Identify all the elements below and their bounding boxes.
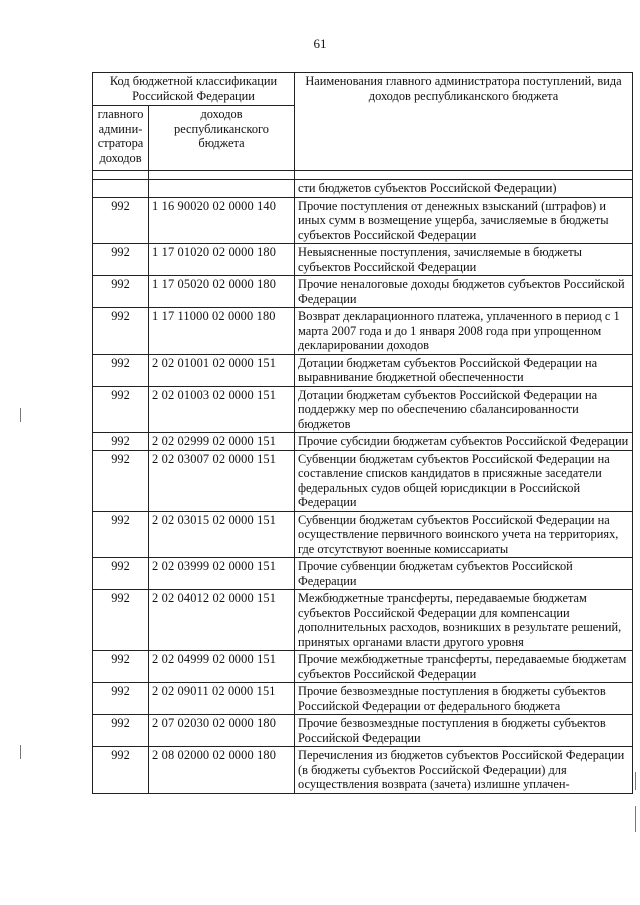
income-code-cell: 1 17 01020 02 0000 180 (149, 244, 295, 276)
admin-code-cell: 992 (93, 511, 149, 558)
table-row (93, 433, 633, 451)
admin-code-cell: 992 (93, 386, 149, 433)
table-row (93, 590, 633, 651)
spacer-cell (295, 171, 633, 180)
income-name-cell: Прочие безвозмездные поступления в бюджеты субъектов Российской Федерации от федерального бюджета (295, 683, 633, 715)
table-row (93, 511, 633, 558)
income-name-cell: Дотации бюджетам субъектов Российской Федерации на поддержку мер по обеспечению сбалансированности бюджетов (295, 386, 633, 433)
income-name-cell: Прочие субвенции бюджетам субъектов Российской Федерации (295, 558, 633, 590)
budget-classification-table (92, 72, 633, 794)
income-code-cell: 2 02 04999 02 0000 151 (149, 651, 295, 683)
admin-code-cell: 992 (93, 651, 149, 683)
table-row (93, 276, 633, 308)
header-main-administrator: главного админи-стратора доходов (93, 106, 149, 171)
income-code-cell: 1 17 11000 02 0000 180 (149, 308, 295, 355)
income-code-cell: 2 02 03015 02 0000 151 (149, 511, 295, 558)
margin-mark (20, 745, 21, 759)
income-name-cell: Невыясненные поступления, зачисляемые в бюджеты субъектов Российской Федерации (295, 244, 633, 276)
table-row (93, 197, 633, 244)
table-body (93, 180, 633, 794)
table-row (93, 308, 633, 355)
table-row (93, 683, 633, 715)
admin-code-cell: 992 (93, 450, 149, 511)
margin-mark (635, 772, 636, 790)
income-name-cell: Дотации бюджетам субъектов Российской Федерации на выравнивание бюджетной обеспеченности (295, 354, 633, 386)
table-row (93, 244, 633, 276)
spacer-cell (93, 171, 149, 180)
margin-mark (635, 806, 636, 832)
header-administrator-name: Наименования главного администратора поступлений, вида доходов республиканского бюджета (295, 73, 633, 171)
table-row (93, 558, 633, 590)
admin-code-cell: 992 (93, 558, 149, 590)
income-code-cell: 2 02 09011 02 0000 151 (149, 683, 295, 715)
income-name-cell: Прочие межбюджетные трансферты, передаваемые бюджетам субъектов Российской Федерации (295, 651, 633, 683)
income-code-cell: 1 16 90020 02 0000 140 (149, 197, 295, 244)
admin-code-cell: 992 (93, 683, 149, 715)
income-name-cell: Субвенции бюджетам субъектов Российской Федерации на осуществление первичного воинского учета на территориях, где отсутствуют военные комиссариаты (295, 511, 633, 558)
continuation-row (93, 180, 633, 198)
continuation-text: сти бюджетов субъектов Российской Федерации) (295, 180, 633, 198)
table-row (93, 354, 633, 386)
admin-code-cell: 992 (93, 433, 149, 451)
header-republican-income: доходов республиканского бюджета (149, 106, 295, 171)
admin-code-cell: 992 (93, 276, 149, 308)
income-name-cell: Прочие безвозмездные поступления в бюджеты субъектов Российской Федерации (295, 715, 633, 747)
admin-code-cell: 992 (93, 197, 149, 244)
income-code-cell: 1 17 05020 02 0000 180 (149, 276, 295, 308)
income-name-cell: Прочие неналоговые доходы бюджетов субъектов Российской Федерации (295, 276, 633, 308)
admin-code-cell: 992 (93, 715, 149, 747)
income-code-cell: 2 08 02000 02 0000 180 (149, 747, 295, 794)
income-code-cell: 2 02 04012 02 0000 151 (149, 590, 295, 651)
income-code-cell: 2 02 02999 02 0000 151 (149, 433, 295, 451)
income-name-cell: Прочие субсидии бюджетам субъектов Российской Федерации (295, 433, 633, 451)
admin-code-cell: 992 (93, 747, 149, 794)
table-row (93, 747, 633, 794)
income-name-cell: Субвенции бюджетам субъектов Российской Федерации на составление списков кандидатов в присяжные заседатели федеральных судов общей юрисдикции в Российской Федерации (295, 450, 633, 511)
income-code-cell: 2 02 03007 02 0000 151 (149, 450, 295, 511)
admin-code-cell: 992 (93, 308, 149, 355)
table-row (93, 386, 633, 433)
header-spacer-row (93, 171, 633, 180)
spacer-cell (149, 171, 295, 180)
income-code-cell: 2 07 02030 02 0000 180 (149, 715, 295, 747)
table-row (93, 450, 633, 511)
admin-code-cell: 992 (93, 354, 149, 386)
income-code-cell: 2 02 01003 02 0000 151 (149, 386, 295, 433)
margin-mark (20, 408, 21, 422)
table-row (93, 651, 633, 683)
table-header (93, 73, 633, 180)
income-name-cell: Прочие поступления от денежных взысканий (штрафов) и иных сумм в возмещение ущерба, зачисляемые в бюджеты субъектов Российской Федерации (295, 197, 633, 244)
admin-code-cell: 992 (93, 590, 149, 651)
income-code-cell: 2 02 03999 02 0000 151 (149, 558, 295, 590)
income-name-cell: Перечисления из бюджетов субъектов Российской Федерации (в бюджеты субъектов Российской Федерации) для осуществления возврата (зачета) излишне уплачен- (295, 747, 633, 794)
table-row (93, 715, 633, 747)
continuation-admin-cell (93, 180, 149, 198)
income-name-cell: Возврат декларационного платежа, уплаченного в период с 1 марта 2007 года и до 1 января 2008 года при упрощенном декларировании доходов (295, 308, 633, 355)
page-number: 61 (313, 36, 327, 51)
income-code-cell: 2 02 01001 02 0000 151 (149, 354, 295, 386)
income-name-cell: Межбюджетные трансферты, передаваемые бюджетам субъектов Российской Федерации для компенсации дополнительных расходов, возникших в результате решений, принятых органами власти другого уровня (295, 590, 633, 651)
admin-code-cell: 992 (93, 244, 149, 276)
header-classification-code: Код бюджетной классификации Российской Федерации (93, 73, 295, 106)
continuation-code-cell (149, 180, 295, 198)
